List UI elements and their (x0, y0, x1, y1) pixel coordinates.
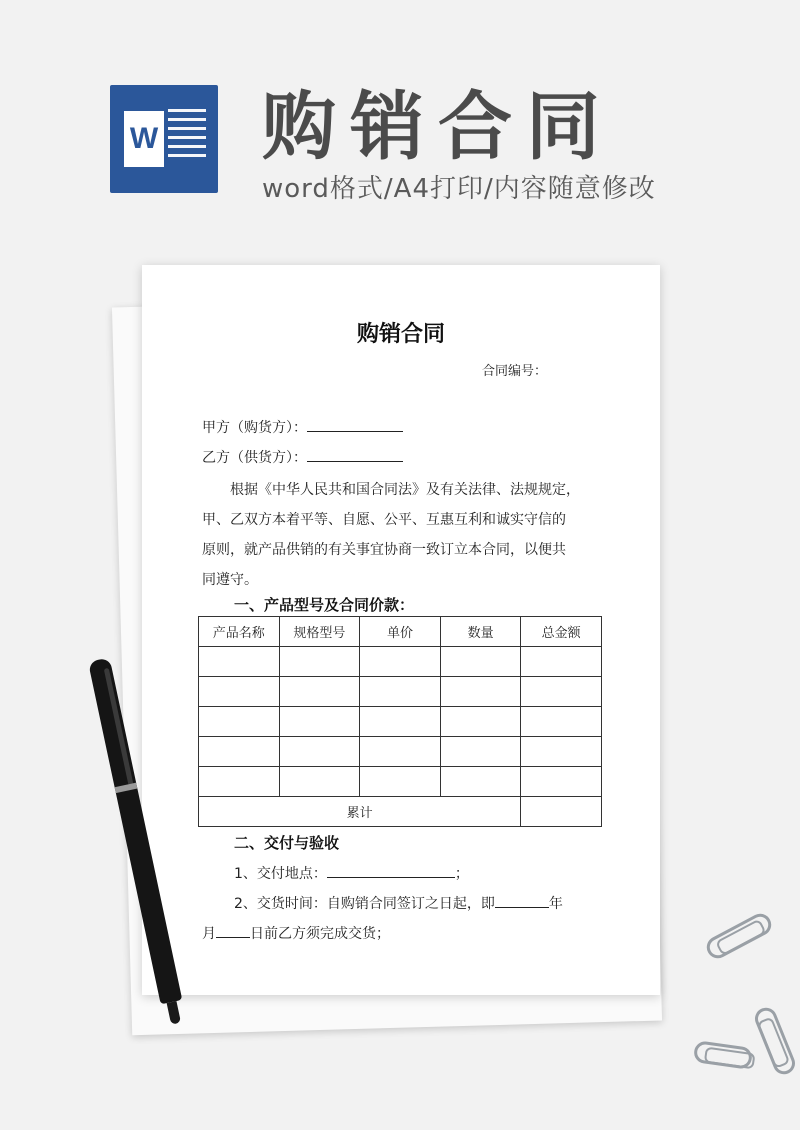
section-2-heading: 二、交付与验收 (234, 834, 340, 852)
party-a-line (202, 417, 403, 437)
table-cell[interactable] (521, 707, 602, 737)
delivery-deadline-text: 日前乙方须完成交货； (250, 926, 390, 942)
delivery-place-line (234, 863, 469, 883)
paperclip-icon (693, 1040, 753, 1070)
table-row (199, 767, 602, 797)
table-total-row (199, 797, 602, 827)
delivery-time-line (234, 893, 563, 913)
section-1-heading: 一、产品型号及合同价款： (234, 596, 415, 614)
delivery-place-blank (327, 877, 455, 878)
table-cell[interactable] (360, 707, 441, 737)
product-table (198, 616, 602, 827)
party-b-line (202, 447, 403, 467)
table-cell[interactable] (279, 737, 360, 767)
word-letter: W (124, 111, 164, 167)
total-value-cell[interactable] (521, 797, 602, 827)
intro-line: 原则，就产品供销的有关事宜协商一致订立本合同，以便共 (202, 542, 566, 558)
table-cell[interactable] (199, 647, 280, 677)
intro-line: 根据《中华人民共和国合同法》及有关法律、法规规定， (230, 482, 580, 498)
table-cell[interactable] (360, 677, 441, 707)
total-label: 累计 (199, 797, 521, 827)
table-row (199, 707, 602, 737)
column-header: 规格型号 (279, 617, 360, 647)
party-b-label: 乙方（供货方）： (202, 450, 307, 466)
table-cell[interactable] (521, 677, 602, 707)
contract-number-label: 合同编号： (482, 364, 548, 379)
delivery-time-label: 2、交货时间：自购销合同签订之日起，即 (234, 896, 495, 912)
paperclip-icon (752, 1004, 799, 1077)
table-cell[interactable] (279, 647, 360, 677)
table-cell[interactable] (360, 767, 441, 797)
table-cell[interactable] (440, 737, 521, 767)
document-page (142, 265, 660, 995)
intro-line: 甲、乙双方本着平等、自愿、公平、互惠互利和诚实守信的 (202, 512, 566, 528)
delivery-place-suffix: ； (454, 866, 469, 882)
table-row (199, 647, 602, 677)
delivery-time-line-2 (202, 923, 390, 943)
year-label: 年 (548, 896, 563, 912)
table-cell[interactable] (440, 707, 521, 737)
intro-line: 同遵守。 (202, 572, 258, 588)
table-cell[interactable] (440, 767, 521, 797)
table-row (199, 737, 602, 767)
table-cell[interactable] (279, 767, 360, 797)
paperclip-icon (703, 910, 775, 962)
table-cell[interactable] (279, 677, 360, 707)
table-cell[interactable] (440, 647, 521, 677)
party-a-blank (307, 431, 403, 432)
document-lines-icon (168, 109, 206, 169)
word-app-icon (110, 85, 218, 193)
table-cell[interactable] (279, 707, 360, 737)
table-cell[interactable] (199, 737, 280, 767)
document-title: 购销合同 (356, 322, 445, 347)
table-cell[interactable] (199, 767, 280, 797)
delivery-place-label: 1、交付地点： (234, 866, 327, 882)
table-cell[interactable] (440, 677, 521, 707)
banner-title: 购销合同 (262, 84, 614, 170)
month-label: 月 (202, 926, 216, 942)
party-b-blank (307, 461, 403, 462)
table-cell[interactable] (360, 737, 441, 767)
table-cell[interactable] (521, 647, 602, 677)
table-header-row (199, 617, 602, 647)
party-a-label: 甲方（购货方）： (202, 420, 307, 436)
column-header: 数量 (440, 617, 521, 647)
table-cell[interactable] (199, 707, 280, 737)
table-cell[interactable] (521, 767, 602, 797)
column-header: 产品名称 (199, 617, 280, 647)
column-header: 总金额 (521, 617, 602, 647)
intro-paragraph (202, 475, 604, 595)
banner-subtitle: word格式/A4打印/内容随意修改 (262, 174, 656, 204)
column-header: 单价 (360, 617, 441, 647)
year-blank (495, 907, 549, 908)
table-row (199, 677, 602, 707)
table-cell[interactable] (360, 647, 441, 677)
table-cell[interactable] (199, 677, 280, 707)
table-cell[interactable] (521, 737, 602, 767)
day-blank (216, 937, 250, 938)
